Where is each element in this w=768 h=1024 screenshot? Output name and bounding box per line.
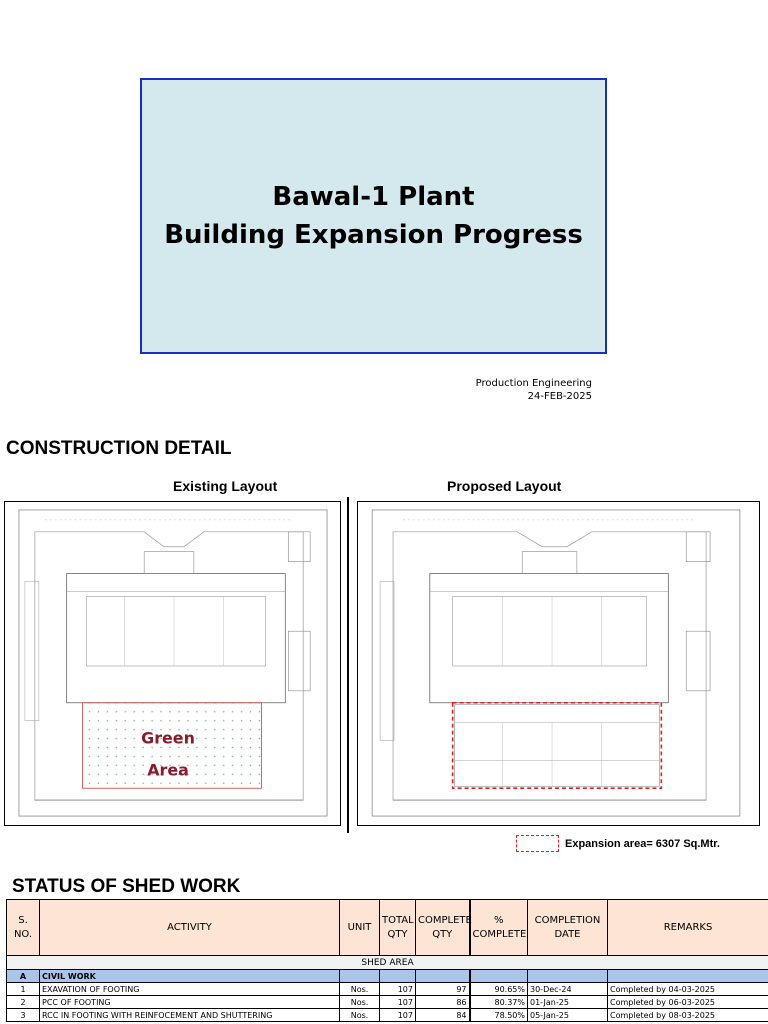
col-pct-complete: % COMPLETE (470, 900, 528, 956)
row-activity: EXAVATION OF FOOTING (40, 983, 340, 996)
row-pct: 80.37% (470, 996, 528, 1009)
existing-plan-drawing (5, 502, 340, 825)
row-unit: Nos. (340, 996, 380, 1009)
title-line-1: Bawal-1 Plant (272, 182, 475, 212)
green-area-label-2: Area (147, 760, 189, 780)
department: Production Engineering (475, 378, 592, 389)
document-date: 24-FEB-2025 (527, 391, 592, 402)
row-total: 107 (380, 996, 416, 1009)
row-date: 30-Dec-24 (528, 983, 608, 996)
shed-status-table (6, 899, 768, 1022)
proposed-plan-drawing (358, 502, 759, 825)
row-date: 01-Jan-25 (528, 996, 608, 1009)
row-date: 05-Jan-25 (528, 1009, 608, 1022)
category-row (7, 970, 768, 983)
layout-divider (347, 497, 349, 833)
row-total: 107 (380, 1009, 416, 1022)
row-remarks: Completed by 08-03-2025 (608, 1009, 768, 1022)
shed-area-row (7, 956, 768, 970)
col-completion-date: COMPLETION DATE (528, 900, 608, 956)
row-sno: 3 (7, 1009, 40, 1022)
col-sno: S. NO. (7, 900, 40, 956)
table-row (7, 996, 768, 1009)
existing-layout-caption: Existing Layout (173, 478, 278, 494)
expansion-legend-text: Expansion area= 6307 Sq.Mtr. (565, 837, 720, 850)
document-meta (476, 377, 592, 403)
shed-status-heading: STATUS OF SHED WORK (12, 876, 241, 897)
row-sno: 2 (7, 996, 40, 1009)
table-row (7, 1009, 768, 1022)
row-unit: Nos. (340, 983, 380, 996)
row-remarks: Completed by 06-03-2025 (608, 996, 768, 1009)
col-unit: UNIT (340, 900, 380, 956)
expansion-legend (516, 835, 720, 852)
category-name: CIVIL WORK (40, 970, 340, 983)
expansion-area-outline (453, 703, 662, 788)
row-complete: 84 (416, 1009, 470, 1022)
row-pct: 90.65% (470, 983, 528, 996)
row-sno: 1 (7, 983, 40, 996)
proposed-layout-caption: Proposed Layout (447, 478, 562, 494)
col-complete-qty: COMPLETE QTY (416, 900, 470, 956)
row-unit: Nos. (340, 1009, 380, 1022)
row-complete: 86 (416, 996, 470, 1009)
table-row (7, 983, 768, 996)
existing-layout-plan (4, 501, 341, 826)
green-area-label-1: Green (141, 728, 195, 748)
title-line-2: Building Expansion Progress (164, 220, 583, 250)
row-complete: 97 (416, 983, 470, 996)
row-activity: RCC IN FOOTING WITH REINFOCEMENT AND SHUTTERING (40, 1009, 340, 1022)
expansion-legend-swatch (516, 835, 559, 852)
row-activity: PCC OF FOOTING (40, 996, 340, 1009)
col-remarks: REMARKS (608, 900, 768, 956)
row-total: 107 (380, 983, 416, 996)
col-activity: ACTIVITY (40, 900, 340, 956)
col-total-qty: TOTAL QTY (380, 900, 416, 956)
category-code: A (7, 970, 40, 983)
shed-area-label: SHED AREA (7, 956, 768, 970)
row-pct: 78.50% (470, 1009, 528, 1022)
row-remarks: Completed by 04-03-2025 (608, 983, 768, 996)
construction-heading: CONSTRUCTION DETAIL (6, 438, 232, 459)
title-box (140, 78, 607, 354)
table-header-row (7, 900, 768, 956)
proposed-layout-plan (357, 501, 760, 826)
